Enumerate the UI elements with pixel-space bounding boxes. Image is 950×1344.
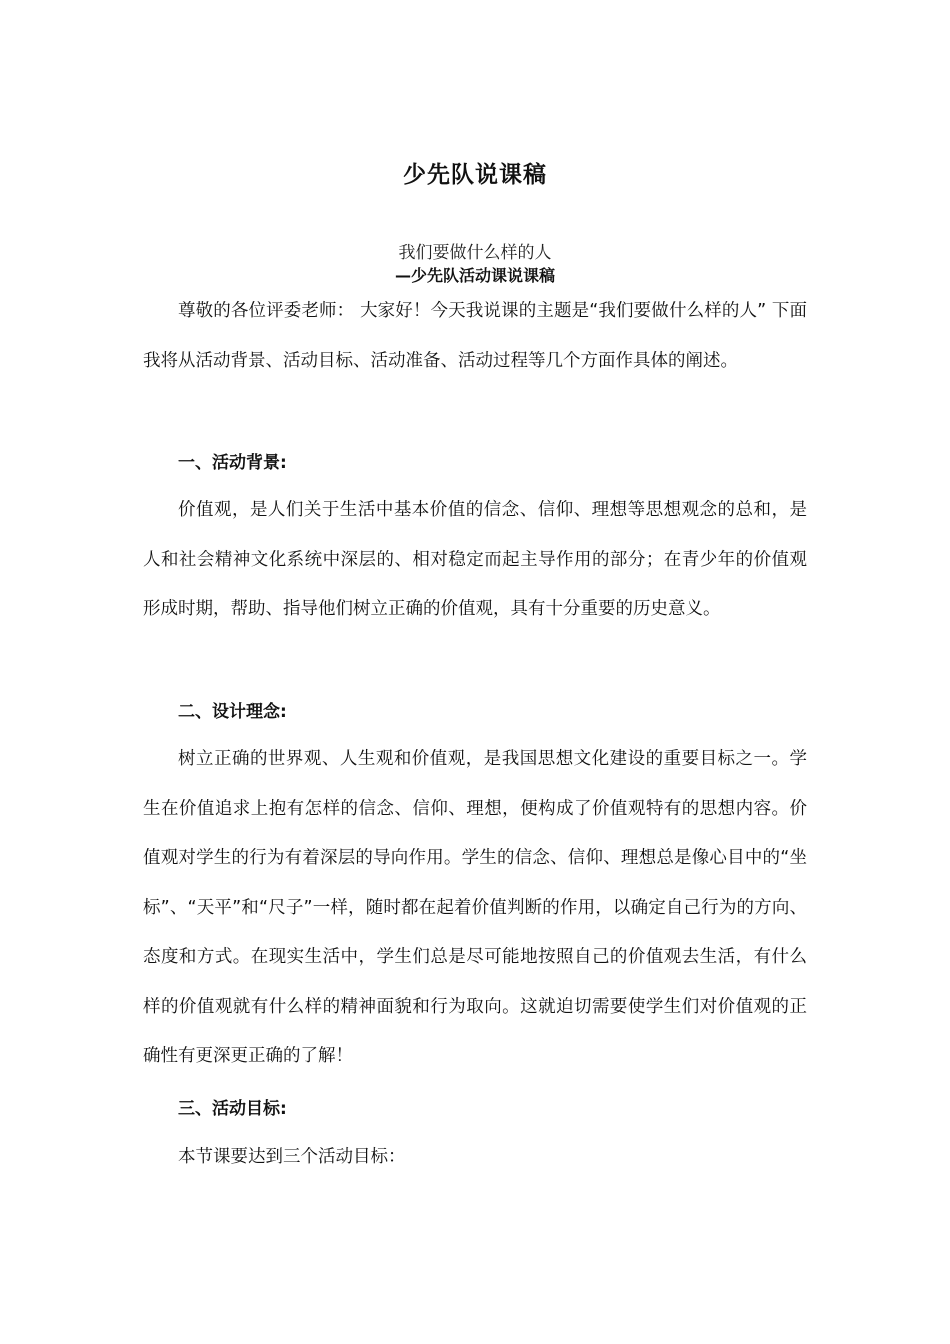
document-subtitle: 我们要做什么样的人	[398, 243, 552, 263]
intro-paragraph: 尊敬的各位评委老师： 大家好！今天我说课的主题是“我们要做什么样的人” 下面我将从活动背景、活动目标、活动准备、活动过程等几个方面作具体的阐述。	[143, 301, 807, 371]
document-title: 少先队说课稿	[403, 162, 547, 188]
section-heading-design: 二、设计理念:	[178, 702, 287, 722]
section-paragraph-background: 价值观，是人们关于生活中基本价值的信念、信仰、理想等思想观念的总和，是人和社会精神文化系统中深层的、相对稳定而起主导作用的部分；在青少年的价值观形成时期，帮助、指导他们树立正确的价值观，具有十分重要的历史意义。	[143, 500, 807, 619]
section-heading-goals: 三、活动目标:	[178, 1099, 287, 1119]
document-subtitle-secondary: —少先队活动课说课稿	[394, 266, 555, 285]
section-paragraph-design: 树立正确的世界观、人生观和价值观，是我国思想文化建设的重要目标之一。学生在价值追求上抱有怎样的信念、信仰、理想，便构成了价值观特有的思想内容。价值观对学生的行为有着深层的导向作用。学生的信念、信仰、理想总是像心目中的“坐标”、“天平”和“尺子”一样，随时都在起着价值判断的作用，以确定自己行为的方向、态度和方式。在现实生活中，学生们总是尽可能地按照自己的价值观去生活，有什么样的价值观就有什么样的精神面貌和行为取向。这就迫切需要使学生们对价值观的正确性有更深更正确的了解！	[143, 749, 807, 1066]
section-paragraph-goals: 本节课要达到三个活动目标：	[178, 1147, 406, 1167]
section-heading-background: 一、活动背景:	[178, 453, 287, 473]
